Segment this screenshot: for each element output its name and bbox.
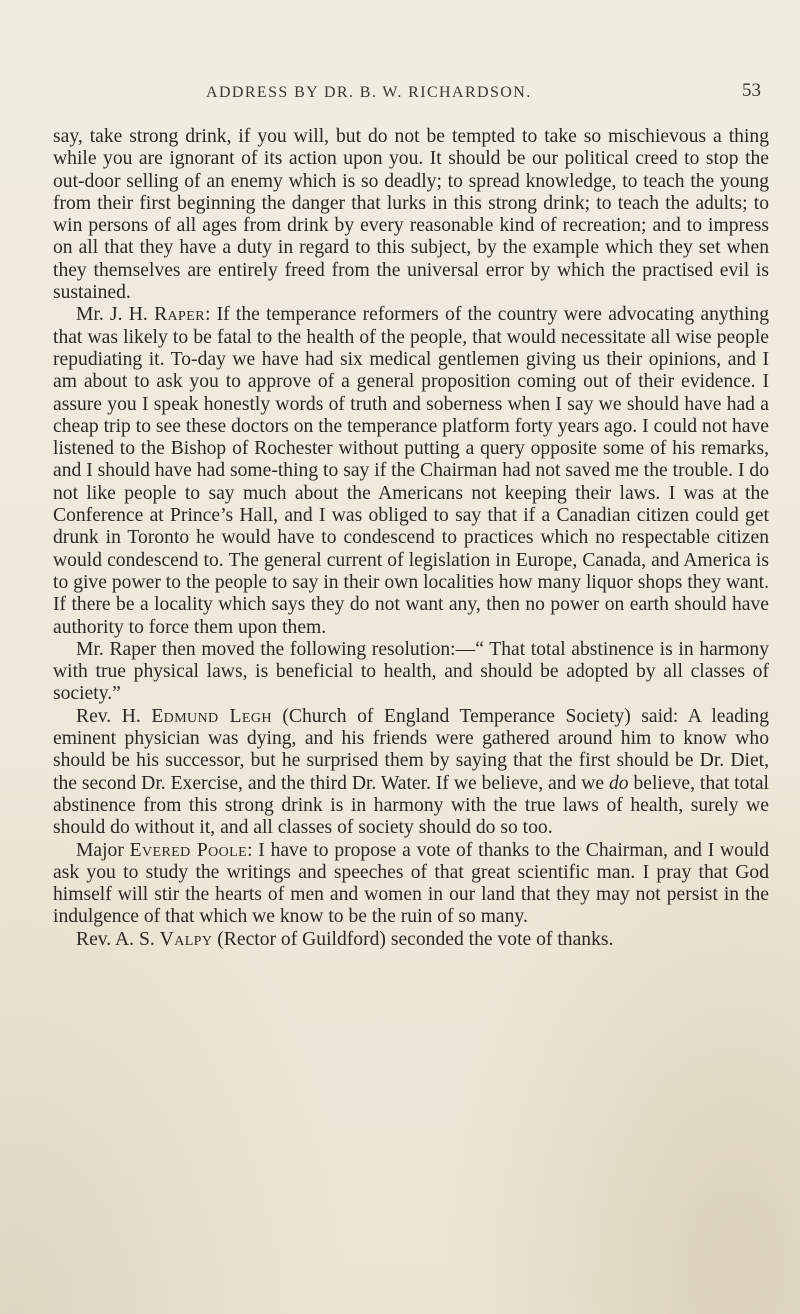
paragraph-poole-speech [53, 840, 769, 929]
speaker-prefix: Major [76, 839, 130, 861]
running-head [0, 80, 800, 108]
speaker-name: Evered Poole [129, 839, 248, 861]
speaker-name: Raper [154, 304, 205, 326]
speech-text: (Church of England Temperance Society) said: A leading eminent physician was dying, and his friends were gathered around him to know who should be his successor, but he surprised them by saying that the first should be Dr. Diet, the second Dr. Exercise, and the third Dr. Water. If we believe, and we [53, 705, 770, 794]
page-number: 53 [742, 80, 761, 101]
body-text [53, 126, 769, 951]
speaker-prefix: Mr. J. H. [76, 304, 155, 326]
emphasis-word: do [608, 772, 629, 794]
paragraph-legh-speech [53, 706, 769, 840]
speech-text-continued: believe, that total abstinence from this strong drink is in harmony with the true laws of health, surely we should do without it, and all classes of society should do so too. [53, 772, 769, 839]
speaker-name: Valpy [159, 928, 213, 950]
speaker-prefix: Rev. H. [76, 705, 152, 727]
speech-text: (Rector of Guildford) seconded the vote of thanks. [212, 928, 614, 950]
speaker-prefix: Rev. A. S. [76, 928, 160, 950]
speech-text: : I have to propose a vote of thanks to the Chairman, and I would ask you to study the writings and speeches of that great scientific man. I pray that God himself will stir the hearts of men and women in our land that they may not persist in the indulgence of that which we know to be the ruin of so many. [53, 839, 769, 928]
paragraph-resolution: Mr. Raper then moved the following resolution:—“ That total abstinence is in harmony with true physical laws, is beneficial to health, and should be adopted by all classes of society.” [53, 638, 769, 705]
running-title: ADDRESS BY DR. B. W. RICHARDSON. [206, 84, 532, 101]
paragraph-continuation: say, take strong drink, if you will, but do not be tempted to take so mischievous a thing while you are ignorant of its action upon you. It should be our political creed to stop the out-door selling of an enemy which is so deadly; to spread knowledge, to teach the young from their first beginning the danger that lurks in this strong drink; to teach the adults; to win persons of all ages from drink by every reasonable kind of recreation; and to impress on all that they have a duty in regard to this subject, by the example which they set when they themselves are entirely freed from the universal error by which the practised evil is sustained. [53, 126, 769, 304]
speaker-name: Edmund Legh [151, 705, 272, 727]
paragraph-raper-speech [53, 304, 769, 638]
paragraph-valpy-speech [53, 929, 769, 951]
speech-text: : If the temperance reformers of the country were advocating anything that was likely to be fatal to the health of the people, that would necessitate all wise people repudiating it. To-day we have had six medical gentlemen giving us their opinions, and I am about to ask you to approve of a general proposition coming out of their evidence. I assure you I speak honestly words of truth and soberness when I say we should have had a cheap trip to see these doctors on the temperance platform forty years ago. I could not have listened to the Bishop of Rochester without putting a query opposite some of his remarks, and I should have had some-thing to say if the Chairman had not saved me the trouble. I do not like people to say much about the Americans not keeping their laws. I was at the Conference at Prince’s Hall, and I was obliged to say that if a Canadian citizen could get drunk in Toronto he would have to condescend to practices which no respectable citizen would condescend to. The general current of legislation in Europe, Canada, and America is to give power to the people to say in their own localities how many liquor shops they want. If there be a locality which says they do not want any, then no power on earth should have authority to force them upon them. [53, 304, 769, 638]
